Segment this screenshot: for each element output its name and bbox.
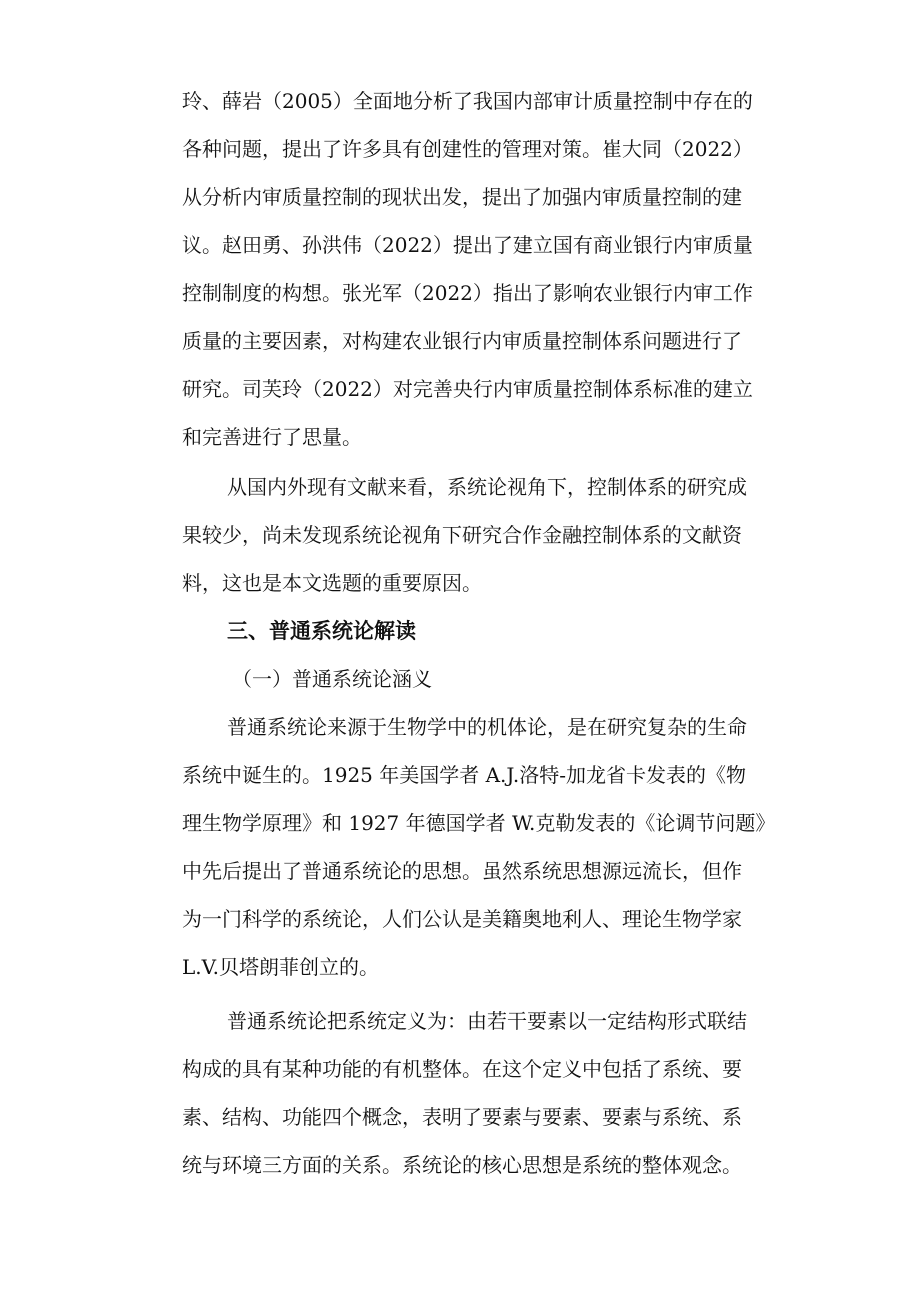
section-heading: 三、普通系统论解读: [227, 619, 416, 643]
text-line: 素、结构、功能四个概念，表明了要素与要素、要素与系统、系: [182, 1105, 742, 1129]
text-line: 质量的主要因素，对构建农业银行内审质量控制体系问题进行了: [182, 329, 742, 353]
text-line: 议。赵田勇、孙洪伟（2022）提出了建立国有商业银行内审质量: [182, 233, 753, 257]
text-line: 中先后提出了普通系统论的思想。虽然系统思想源远流长，但作: [182, 859, 742, 883]
text-line: 构成的具有某种功能的有机整体。在这个定义中包括了系统、要: [182, 1057, 742, 1081]
text-line: 玲、薛岩（2005）全面地分析了我国内部审计质量控制中存在的: [182, 89, 753, 113]
text-line: 普通系统论来源于生物学中的机体论，是在研究复杂的生命: [227, 715, 747, 739]
text-line: 和完善进行了思量。: [182, 425, 362, 449]
text-line: 从分析内审质量控制的现状出发，提出了加强内审质量控制的建: [182, 185, 742, 209]
text-line: 料，这也是本文选题的重要原因。: [182, 571, 482, 595]
text-line: 理生物学原理》和 1927 年德国学者 W.克勒发表的《论调节问题》: [182, 811, 776, 835]
text-line: 普通系统论把系统定义为：由若干要素以一定结构形式联结: [227, 1009, 747, 1033]
text-line: 各种问题，提出了许多具有创建性的管理对策。崔大同（2022）: [182, 137, 753, 161]
text-line: 控制制度的构想。张光军（2022）指出了影响农业银行内审工作: [182, 281, 753, 305]
text-line: L.V.贝塔朗菲创立的。: [182, 955, 379, 979]
text-line: 从国内外现有文献来看，系统论视角下，控制体系的研究成: [227, 475, 747, 499]
text-line: 系统中诞生的。1925 年美国学者 A.J.洛特-加龙省卡发表的《物: [182, 763, 746, 787]
text-line: 统与环境三方面的关系。系统论的核心思想是系统的整体观念。: [182, 1153, 742, 1177]
text-line: 为一门科学的系统论，人们公认是美籍奥地利人、理论生物学家: [182, 907, 742, 931]
subsection-heading: （一）普通系统论涵义: [232, 667, 432, 691]
text-line: 研究。司芙玲（2022）对完善央行内审质量控制体系标准的建立: [182, 377, 753, 401]
text-line: 果较少，尚未发现系统论视角下研究合作金融控制体系的文献资: [182, 523, 742, 547]
